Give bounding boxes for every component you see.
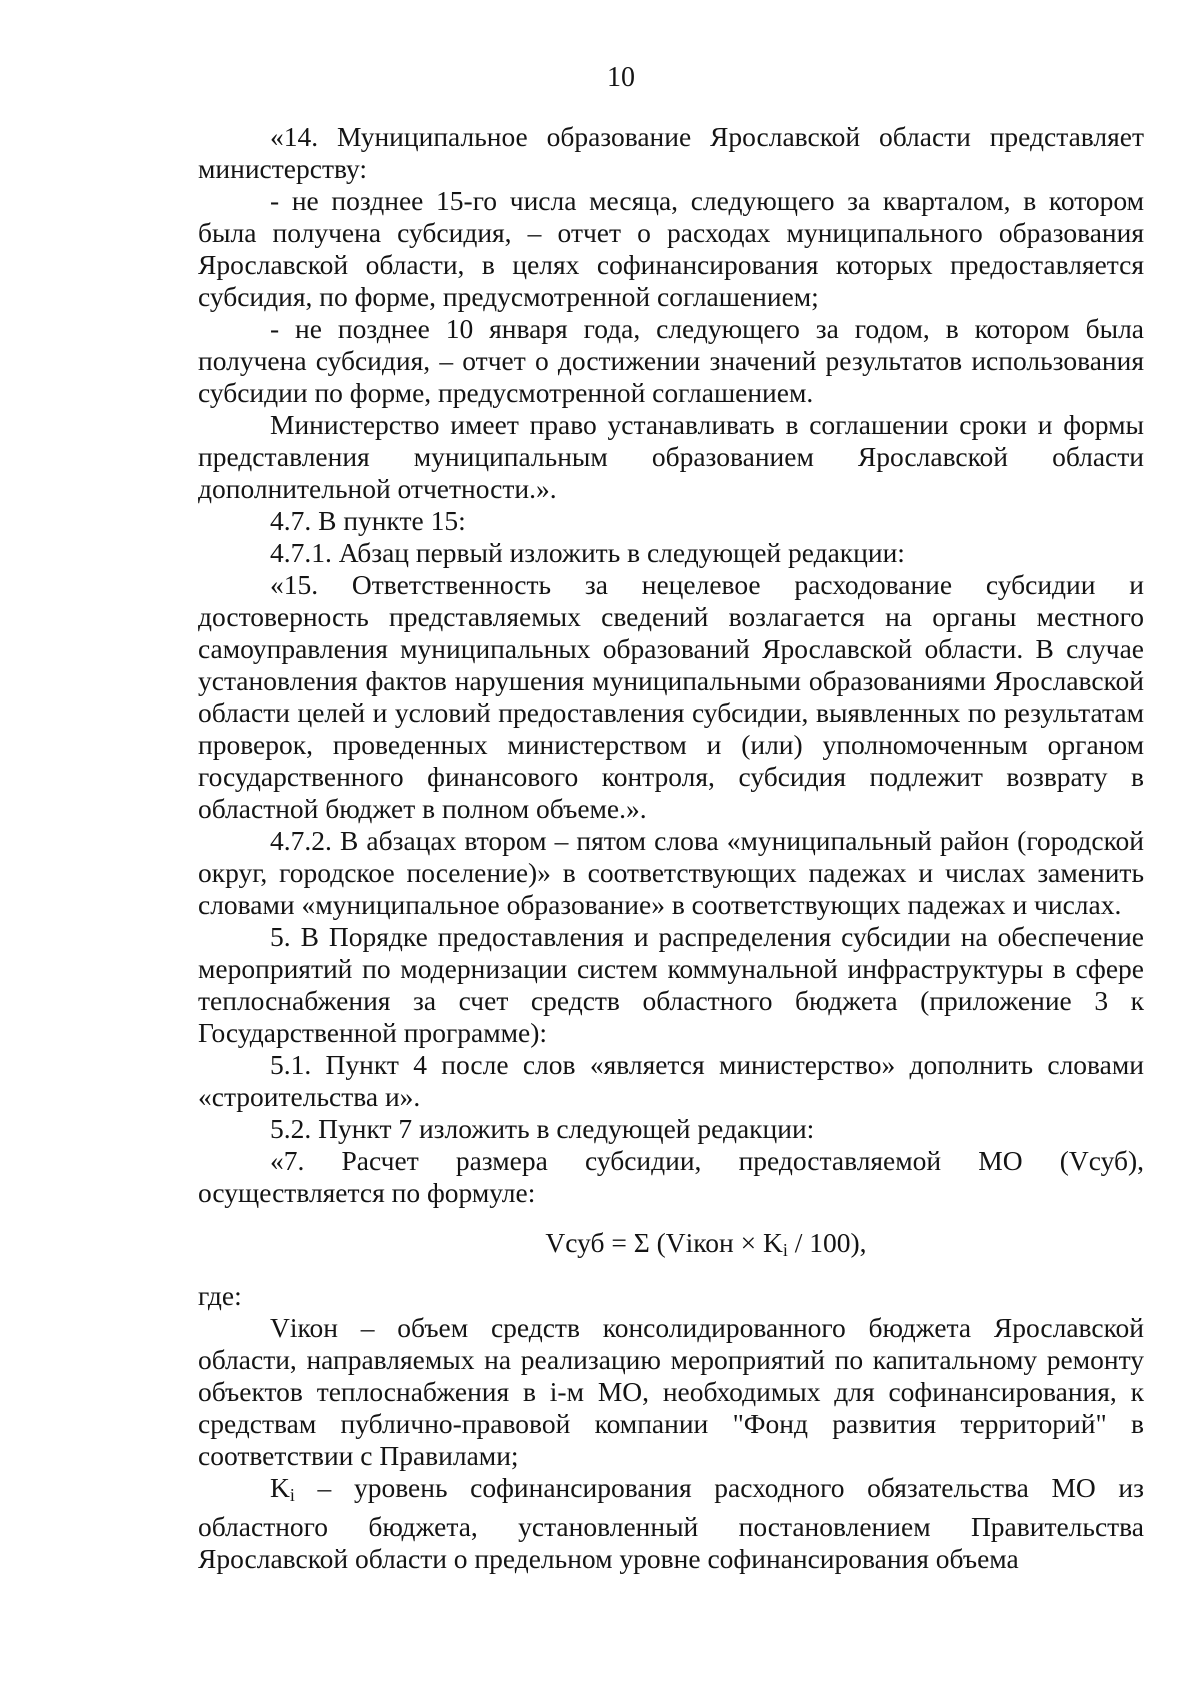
paragraph-5-2: 5.2. Пункт 7 изложить в следующей редакции: bbox=[270, 1113, 815, 1144]
subsidy-formula bbox=[198, 1227, 1144, 1266]
paragraph-4-7-1: 4.7.1. Абзац первый изложить в следующей редакции: bbox=[270, 537, 905, 568]
definition-ki-subscript: i bbox=[289, 1485, 295, 1505]
paragraph-14-item-quarterly-report: - не позднее 15-го числа месяца, следующего за кварталом, в котором была получена субсидия, – отчет о расходах муниципального образования Ярославской области, в целях софинансирования которых предоставляется субсидия, по форме, предусмотренной соглашением; bbox=[198, 185, 1144, 312]
paragraph-5: 5. В Порядке предоставления и распределения субсидии на обеспечение мероприятий по модернизации систем коммунальной инфраструктуры в сфере теплоснабжения за счет средств областного бюджета (приложение 3 к Государственной программе): bbox=[198, 921, 1144, 1048]
paragraph-ministry-rights: Министерство имеет право устанавливать в соглашении сроки и формы представления муниципальным образованием Ярославской области дополнительной отчетности.». bbox=[198, 409, 1144, 504]
definition-ki-text: – уровень софинансирования расходного обязательства МО из областного бюджета, установленный постановлением Правительства Ярославской области о предельном уровне софинансирования объема bbox=[198, 1472, 1144, 1574]
formula-left: Vсуб = Σ (Vікон × K bbox=[545, 1227, 783, 1258]
paragraph-14: «14. Муниципальное образование Ярославской области представляет министерству: bbox=[198, 121, 1144, 184]
paragraph-4-7: 4.7. В пункте 15: bbox=[270, 505, 466, 536]
formula-subscript: i bbox=[782, 1240, 788, 1260]
paragraph-15: «15. Ответственность за нецелевое расходование субсидии и достоверность представляемых сведений возлагается на органы местного самоуправления муниципальных образований Ярославской области. В случае установления фактов нарушения муниципальными образованиями Ярославской области целей и условий предоставления субсидии, выявленных по результатам проверок, проведенных министерством и (или) уполномоченным органом государственного финансового контроля, субсидия подлежит возврату в областной бюджет в полном объеме.». bbox=[198, 569, 1144, 824]
page-number: 10 bbox=[607, 62, 635, 93]
formula-right: / 100), bbox=[787, 1227, 867, 1258]
paragraph-14-item-annual-report: - не позднее 10 января года, следующего за годом, в котором была получена субсидия, – отчет о достижении значений результатов использования субсидии по форме, предусмотренной соглашением. bbox=[198, 313, 1144, 408]
definition-vikon: Vікон – объем средств консолидированного бюджета Ярославской области, направляемых на реализацию мероприятий по капитальному ремонту объектов теплоснабжения в і-м МО, необходимых для софинансирования, к средствам публично-правовой компании "Фонд развития территорий" в соответствии с Правилами; bbox=[198, 1312, 1144, 1471]
paragraph-4-7-2: 4.7.2. В абзацах втором – пятом слова «муниципальный район (городской округ, городское поселение)» в соответствующих падежах и числах заменить словами «муниципальное образование» в соответствующих падежах и числах. bbox=[198, 825, 1144, 920]
document-body bbox=[198, 121, 1144, 1575]
paragraph-5-1: 5.1. Пункт 4 после слов «является министерство» дополнить словами «строительства и». bbox=[198, 1049, 1144, 1112]
definition-ki-symbol: K bbox=[270, 1472, 290, 1503]
definition-ki bbox=[198, 1472, 1144, 1575]
where-label: где: bbox=[198, 1280, 242, 1311]
paragraph-7: «7. Расчет размера субсидии, предоставляемой МО (Vсуб), осуществляется по формуле: bbox=[198, 1145, 1144, 1208]
